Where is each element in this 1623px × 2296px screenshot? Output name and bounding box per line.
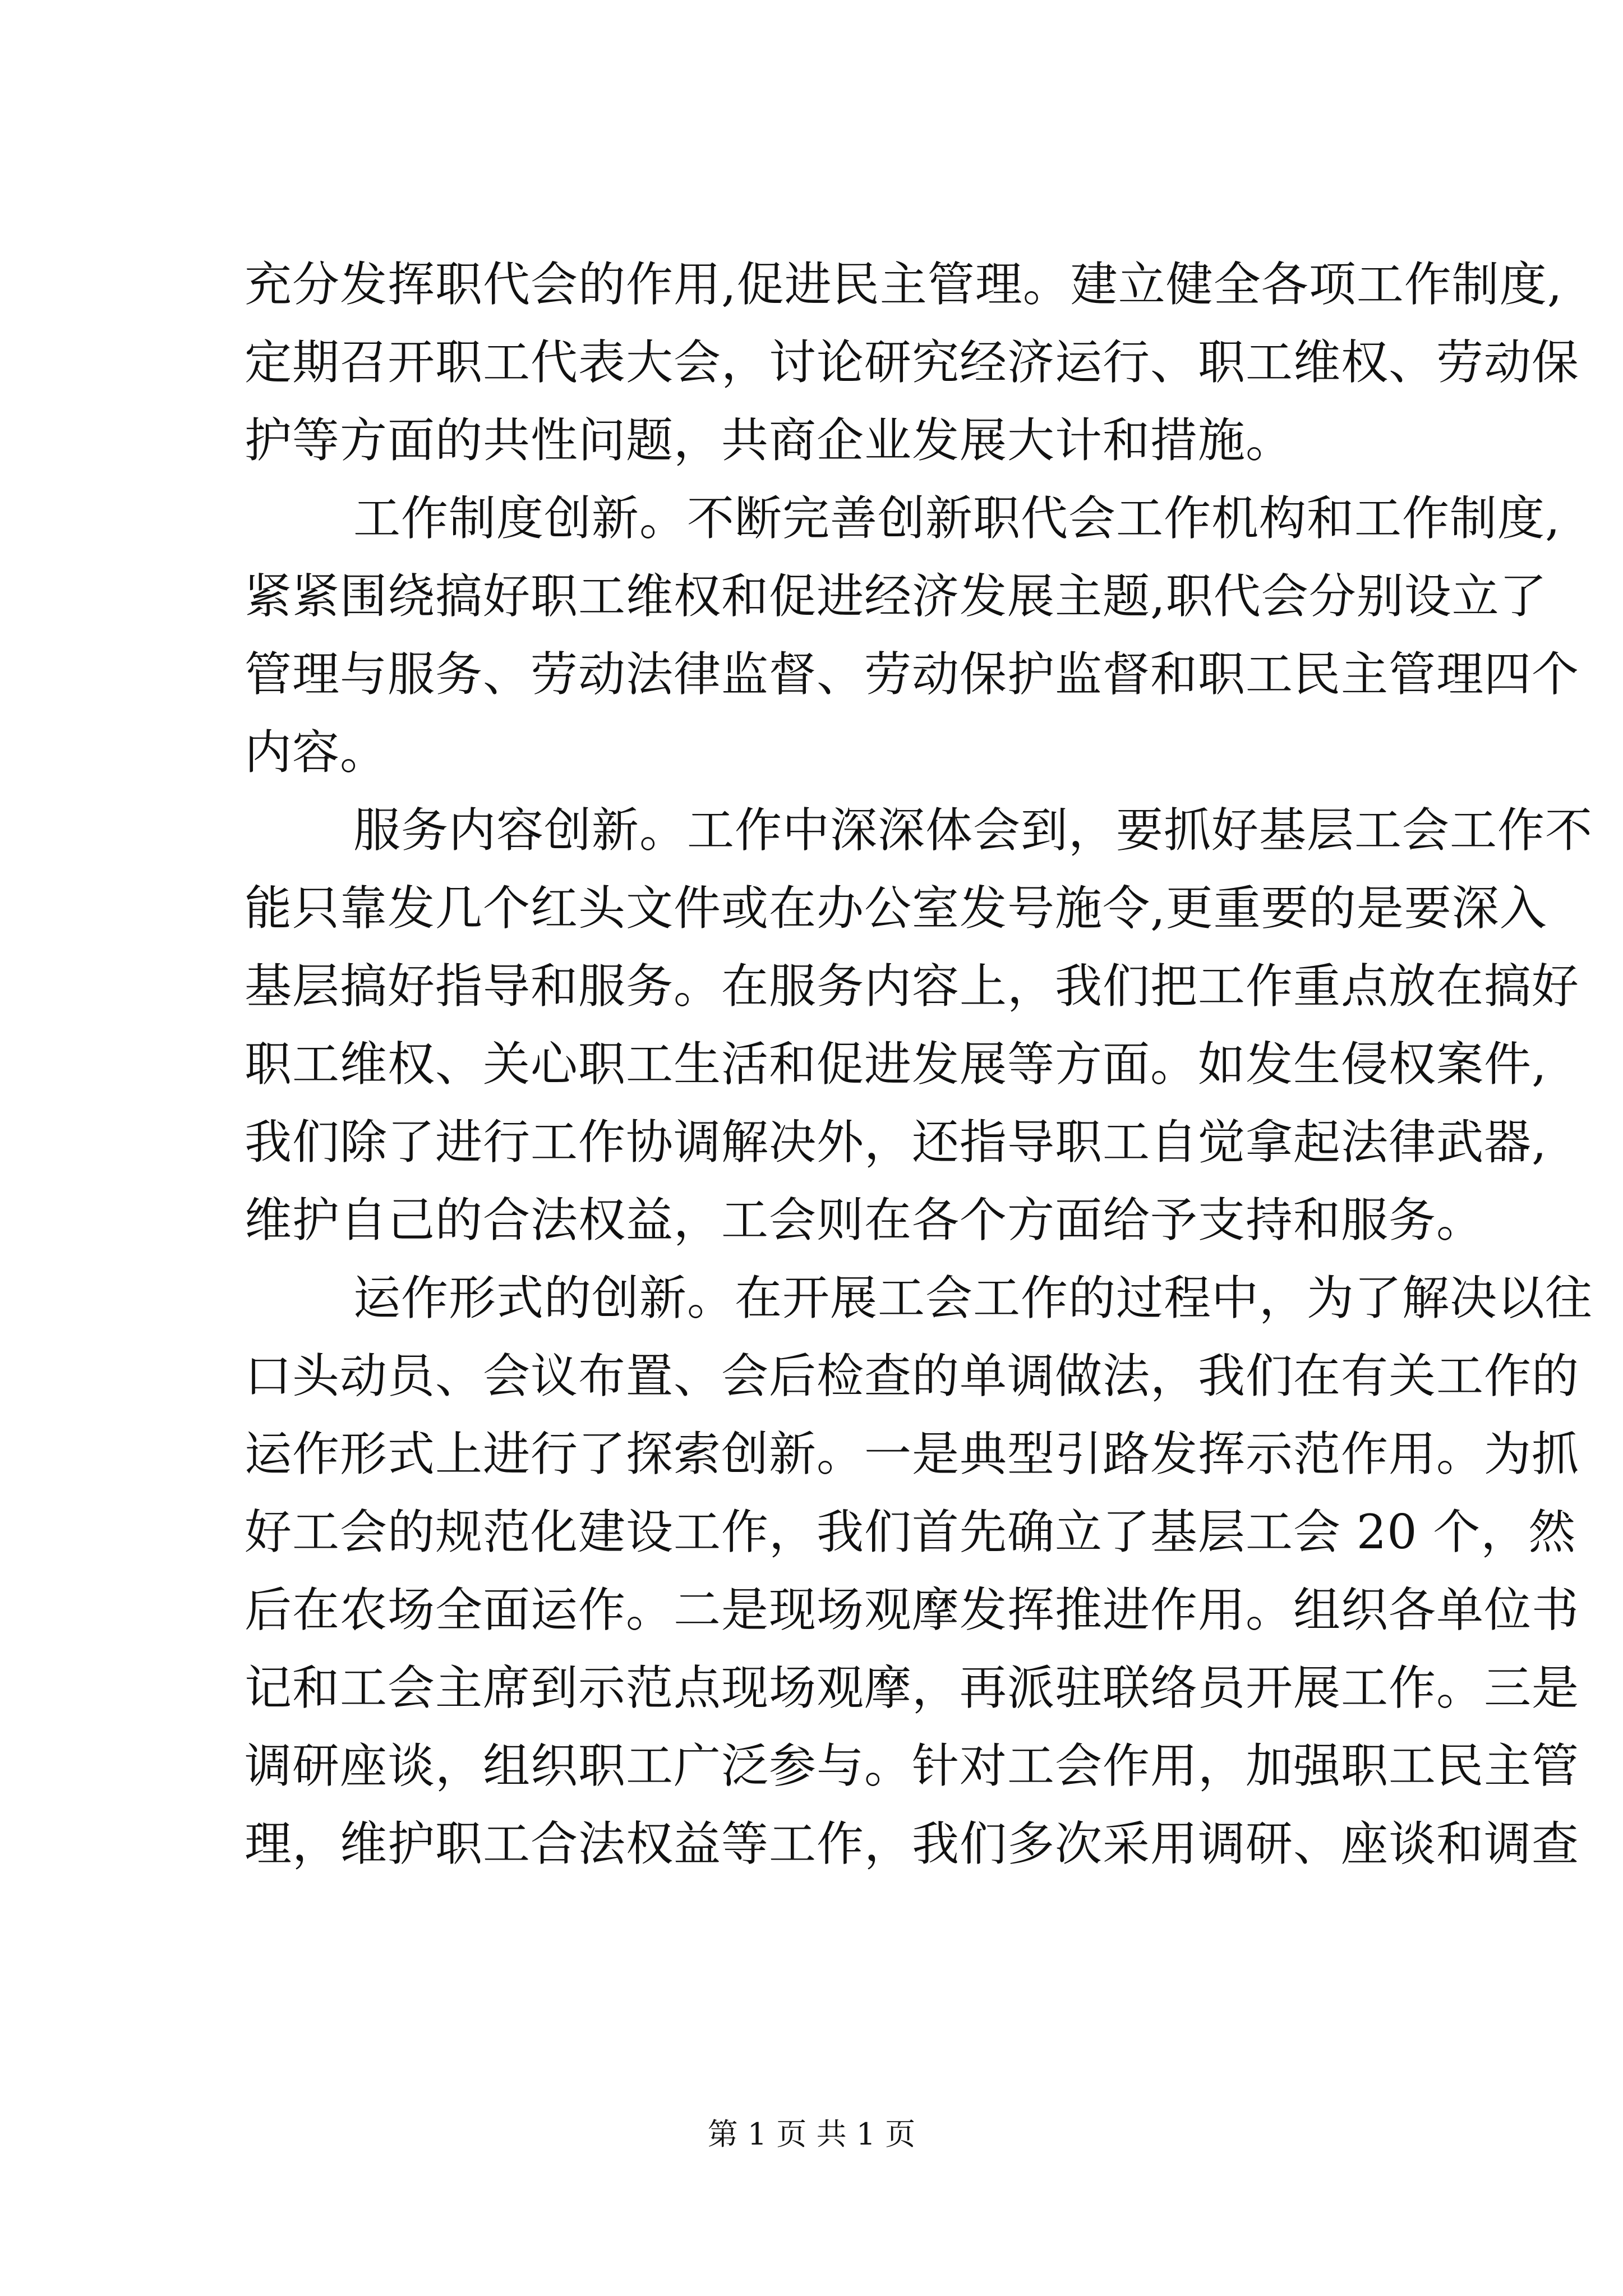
text-line: 运作形式上进行了探索创新。一是典型引路发挥示范作用。为抓 [245, 1427, 1580, 1481]
text-line: 管理与服务、劳动法律监督、劳动保护监督和职工民主管理四个 [245, 647, 1580, 702]
text-line: 内容。 [245, 725, 388, 780]
text-line: 记和工会主席到示范点现场观摩，再派驻联络员开展工作。三是 [245, 1660, 1580, 1715]
text-line: 充分发挥职代会的作用,促进民主管理。建立健全各项工作制度, [245, 257, 1563, 312]
text-line: 后在农场全面运作。二是现场观摩发挥推进作用。组织各单位书 [245, 1582, 1580, 1637]
text-line: 服务内容创新。工作中深深体会到，要抓好基层工会工作不 [353, 803, 1593, 858]
text-line: 基层搞好指导和服务。在服务内容上，我们把工作重点放在搞好 [245, 959, 1580, 1014]
document-body [245, 246, 1593, 1883]
text-line: 定期召开职工代表大会，讨论研究经济运行、职工维权、劳动保 [245, 335, 1580, 390]
text-line: 护等方面的共性问题，共商企业发展大计和措施。 [245, 413, 1294, 468]
text-line: 调研座谈，组织职工广泛参与。针对工会作用，加强职工民主管 [245, 1738, 1580, 1793]
text-line: 工作制度创新。不断完善创新职代会工作机构和工作制度, [353, 491, 1561, 546]
text-line: 口头动员、会议布置、会后检查的单调做法，我们在有关工作的 [245, 1349, 1580, 1404]
text-line: 理，维护职工合法权益等工作，我们多次采用调研、座谈和调查 [245, 1816, 1580, 1871]
text-line: 职工维权、关心职工生活和促进发展等方面。如发生侵权案件, [245, 1037, 1547, 1092]
text-line: 能只靠发几个红头文件或在办公室发号施令,更重要的是要深入 [245, 881, 1547, 936]
text-line: 运作形式的创新。在开展工会工作的过程中，为了解决以往 [353, 1271, 1593, 1326]
text-line: 维护自己的合法权益，工会则在各个方面给予支持和服务。 [245, 1193, 1484, 1248]
text-line: 我们除了进行工作协调解决外，还指导职工自觉拿起法律武器, [245, 1115, 1547, 1170]
page-footer: 第 1 页 共 1 页 [707, 2116, 916, 2152]
text-line: 紧紧围绕搞好职工维权和促进经济发展主题,职代会分别设立了 [245, 569, 1547, 624]
text-line: 好工会的规范化建设工作，我们首先确立了基层工会 20 个，然 [245, 1504, 1576, 1559]
